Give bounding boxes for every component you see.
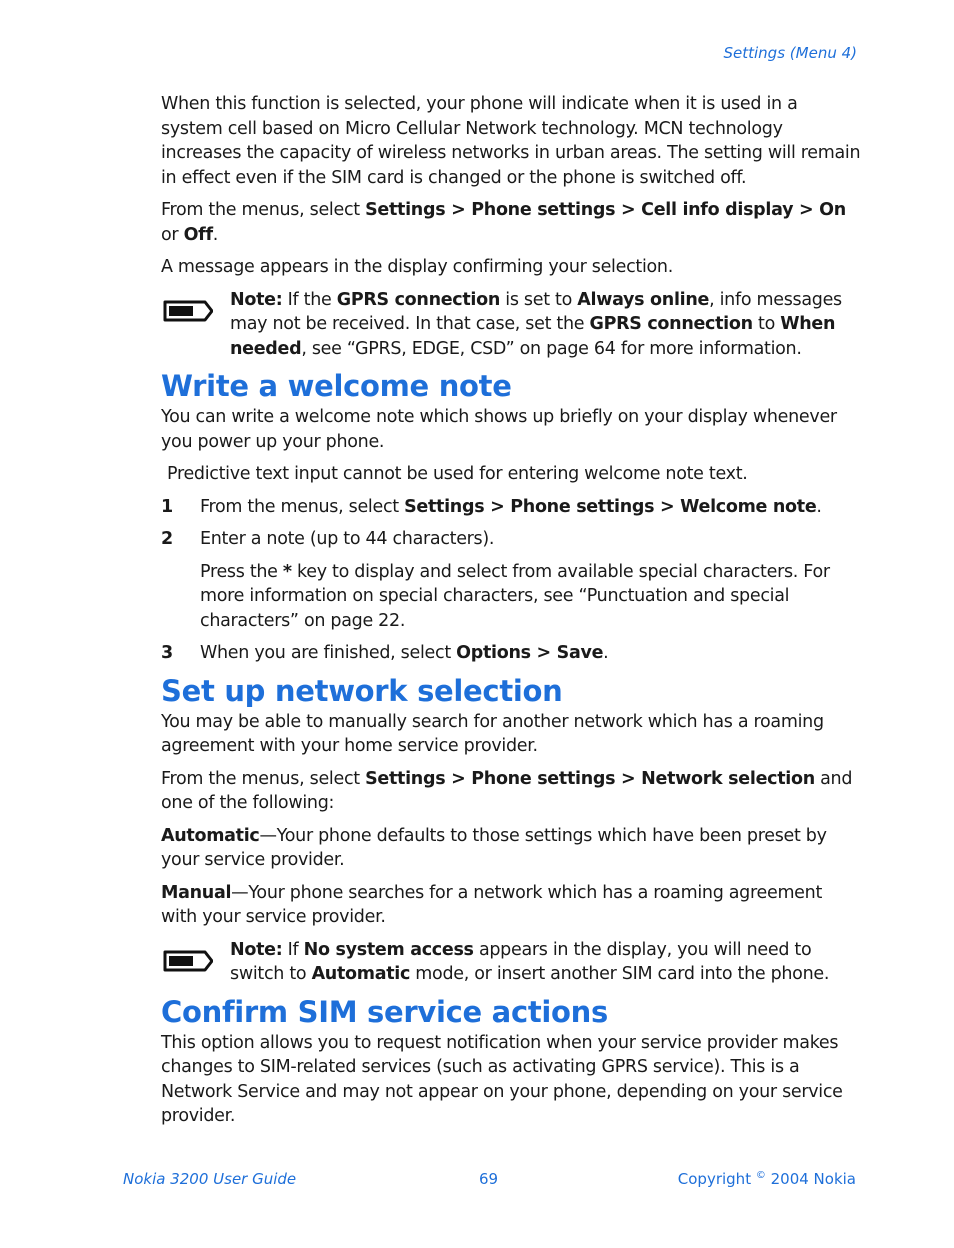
note-gprs: Note: If the GPRS connection is set to Always online, info messages may not be received. In that case, set the GPRS connection to When needed, see “GPRS, EDGE, CSD” on page 64 for more information. (161, 288, 861, 362)
note-hand-icon (163, 946, 213, 976)
footer-guide-title: Nokia 3200 User Guide (123, 1170, 297, 1188)
predictive-text-paragraph: Predictive text input cannot be used for entering welcome note text. (167, 464, 748, 484)
note-no-system-access: Note: If No system access appears in the display, you will need to switch to Automatic mode, or insert another SIM card into the phone. (161, 938, 861, 987)
page-number: 69 (479, 1170, 499, 1188)
note-hand-icon (163, 296, 213, 326)
welcome-paragraph: You can write a welcome note which shows up briefly on your display whenever you power up your phone. (161, 407, 837, 452)
network-menu-path: From the menus, select Settings > Phone settings > Network selection and one of the following: (161, 768, 853, 813)
confirmation-paragraph: A message appears in the display confirming your selection. (161, 257, 673, 277)
step-1: 1 From the menus, select Settings > Phone settings > Welcome note. (161, 496, 822, 517)
heading-sim-service: Confirm SIM service actions (161, 994, 608, 1029)
step-3: 3 When you are finished, select Options > Save. (161, 643, 609, 663)
network-paragraph: You may be able to manually search for another network which has a roaming agreement with your home service provider. (161, 711, 824, 756)
step-2: 2 Enter a note (up to 44 characters). (161, 529, 495, 549)
option-manual: Manual—Your phone searches for a network which has a roaming agreement with your service provider. (161, 882, 823, 927)
option-automatic: Automatic—Your phone defaults to those settings which have been preset by your service provider. (161, 825, 827, 870)
heading-network-selection: Set up network selection (161, 673, 563, 708)
footer-copyright: Copyright © 2004 Nokia (677, 1170, 856, 1188)
page-content (161, 92, 861, 1137)
sim-paragraph: This option allows you to request notification when your service provider makes changes to SIM-related services (such as activating GPRS service). This is a Network Service and may not appear on your phone, depending on your service provider. (161, 1032, 843, 1126)
heading-welcome-note: Write a welcome note (161, 369, 512, 403)
menu-path-paragraph: From the menus, select Settings > Phone settings > Cell info display > On or Off. (161, 200, 846, 245)
running-header: Settings (Menu 4) (723, 44, 857, 62)
step-2-detail: Press the * key to display and select from available special characters. For more information on special characters, see “Punctuation and special characters” on page 22. (200, 561, 830, 631)
intro-paragraph: When this function is selected, your phone will indicate when it is used in a system cell based on Micro Cellular Network technology. MCN technology increases the capacity of wireless networks in urban areas. The setting will remain in effect even if the SIM card is changed or the phone is switched off. (161, 94, 861, 188)
